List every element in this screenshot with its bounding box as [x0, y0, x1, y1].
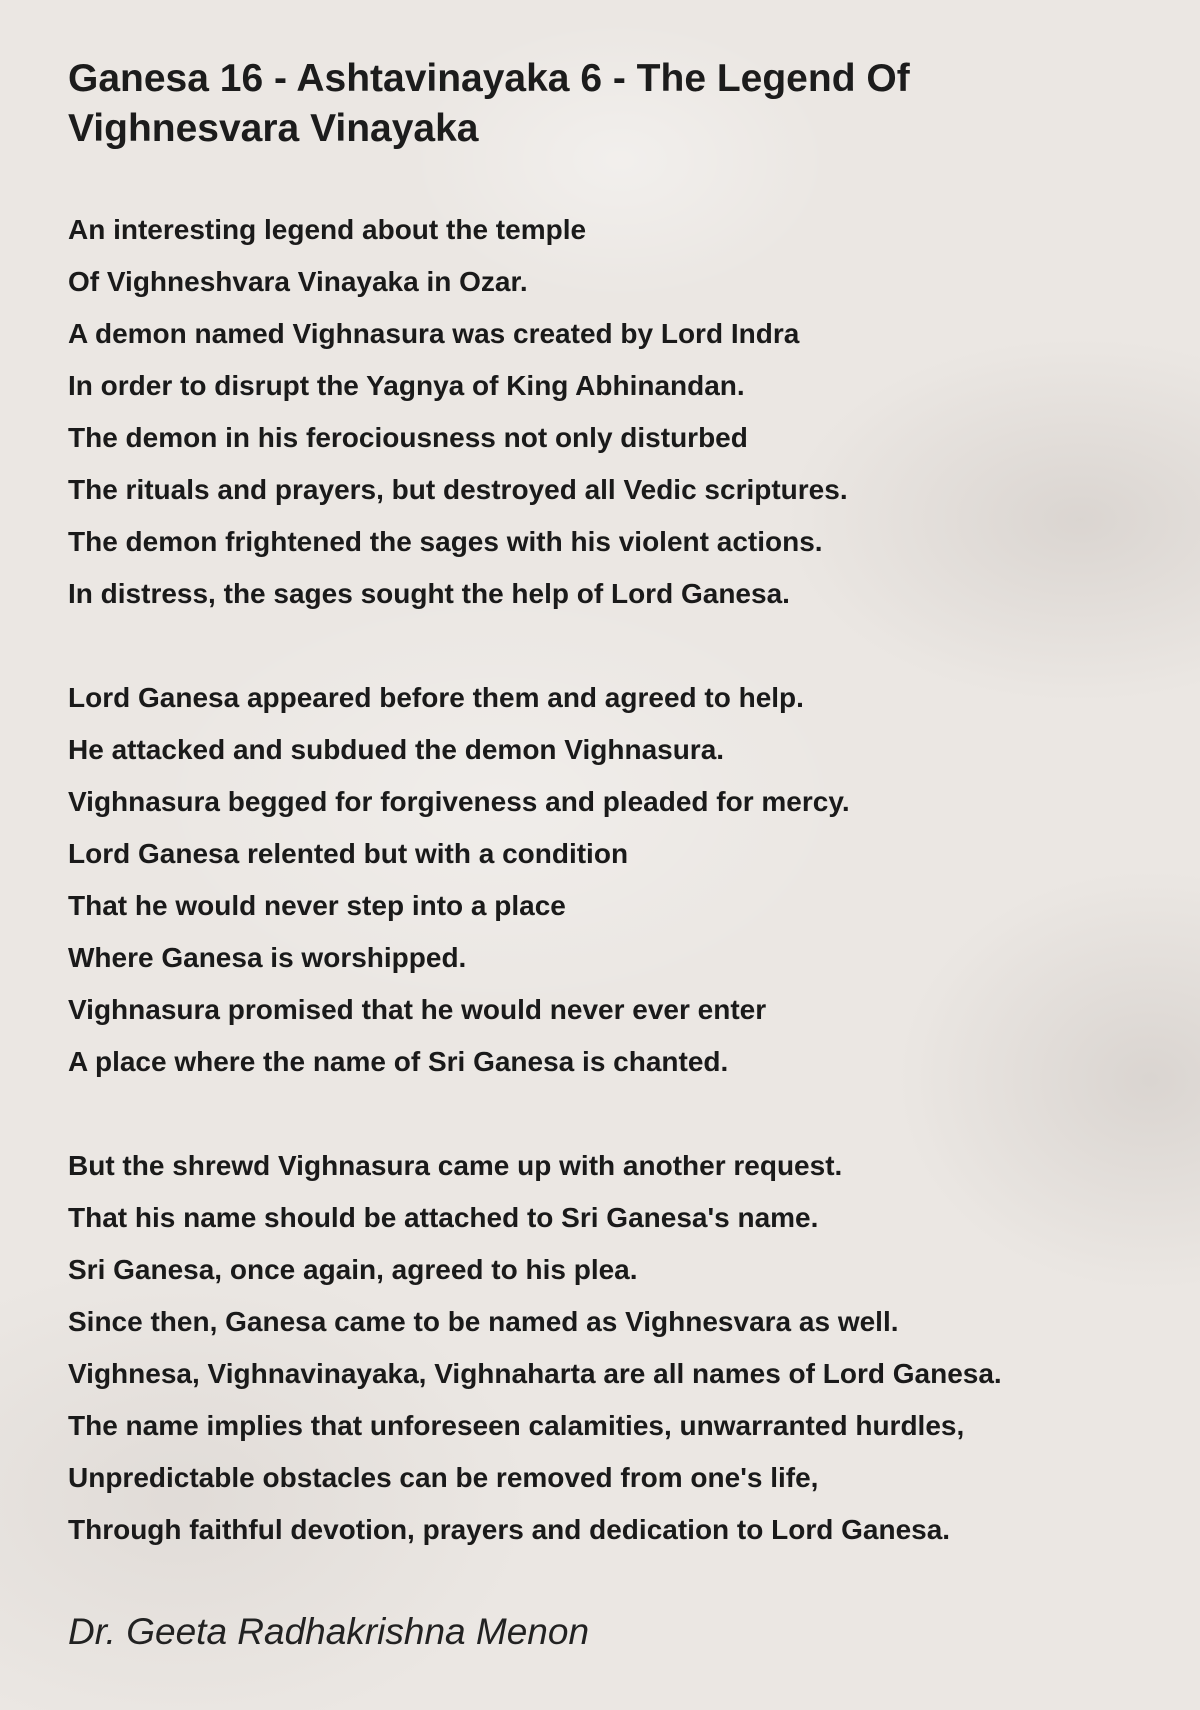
poem-body [68, 204, 1188, 1608]
poem-author: Dr. Geeta Radhakrishna Menon [68, 1611, 590, 1652]
poem-line: The rituals and prayers, but destroyed all Vedic scriptures. [68, 474, 848, 505]
poem-line: That his name should be attached to Sri Ganesa's name. [68, 1202, 819, 1233]
poem-line: That he would never step into a place [68, 890, 566, 921]
poem-line: In order to disrupt the Yagnya of King Abhinandan. [68, 370, 745, 401]
poem-line: Vighnasura promised that he would never ever enter [68, 994, 767, 1025]
poem-line: Lord Ganesa relented but with a condition [68, 838, 629, 869]
poem-line: Lord Ganesa appeared before them and agreed to help. [68, 682, 804, 713]
poem-line: Of Vighneshvara Vinayaka in Ozar. [68, 266, 528, 297]
poem-line: Since then, Ganesa came to be named as Vighnesvara as well. [68, 1306, 899, 1337]
poem-line: But the shrewd Vighnasura came up with another request. [68, 1150, 843, 1181]
stanza-2 [68, 672, 1188, 1088]
poem-line: The demon in his ferociousness not only disturbed [68, 422, 748, 453]
poem-line: Vighnasura begged for forgiveness and pleaded for mercy. [68, 786, 850, 817]
poem-line: Vighnesa, Vighnavinayaka, Vighnaharta are all names of Lord Ganesa. [68, 1358, 1002, 1389]
poem-line: A place where the name of Sri Ganesa is chanted. [68, 1046, 729, 1077]
poem-line: The demon frightened the sages with his violent actions. [68, 526, 823, 557]
poem-line: Unpredictable obstacles can be removed from one's life, [68, 1462, 819, 1493]
poem-line: The name implies that unforeseen calamities, unwarranted hurdles, [68, 1410, 965, 1441]
stanza-3 [68, 1140, 1188, 1556]
poem-line: A demon named Vighnasura was created by Lord Indra [68, 318, 800, 349]
poem-title: Ganesa 16 - Ashtavinayaka 6 - The Legend Of Vighnesvara Vinayaka [68, 57, 910, 150]
poem-line: An interesting legend about the temple [68, 214, 587, 245]
poem-line: He attacked and subdued the demon Vighnasura. [68, 734, 725, 765]
stanza-1 [68, 204, 1188, 620]
poem-line: Sri Ganesa, once again, agreed to his plea. [68, 1254, 638, 1285]
poem-line: Where Ganesa is worshipped. [68, 942, 467, 973]
poem-line: Through faithful devotion, prayers and dedication to Lord Ganesa. [68, 1514, 951, 1545]
poem-line: In distress, the sages sought the help of Lord Ganesa. [68, 578, 790, 609]
